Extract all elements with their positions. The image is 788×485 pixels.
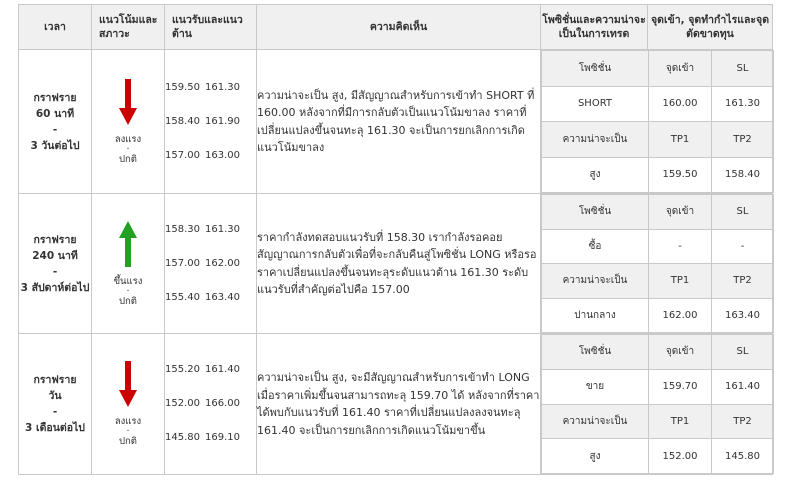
trend-separator: ·: [126, 426, 130, 437]
timeframe-dash: -: [52, 406, 58, 418]
resistance-level: 161.90: [205, 115, 240, 127]
tp1-label: TP1: [649, 404, 712, 439]
probability-value: สูง: [542, 439, 649, 474]
table-row: [19, 194, 773, 334]
entry-label: จุดเข้า: [649, 51, 712, 87]
trend-normal-label: ปกติ: [119, 153, 137, 165]
support-level: 157.00: [165, 149, 200, 161]
comment-text: ความน่าจะเป็น สูง, มีสัญญาณสำหรับการเข้าทำ SHORT ที่ 160.00 หลังจากที่มีการกลับตัวเป็นแนวโน้มขาลง ราคาที่เปลี่ยนแปลงขึ้นจนทะลุ 161.30 จะเป็นการยกเลิกการเกิดแนวโน้มขาลง: [257, 50, 541, 194]
trend-cell: [92, 334, 165, 475]
support-level: 155.20: [165, 364, 200, 375]
trend-strong-label: ขึ้นแรง: [113, 275, 143, 287]
position-label: โพซิชั่น: [542, 51, 649, 87]
entry-value: 159.70: [649, 369, 712, 404]
resistance-level: 166.00: [205, 398, 240, 409]
tp1-value: 162.00: [649, 298, 712, 333]
level-row: [165, 105, 256, 139]
timeframe-line2: 240 นาที: [32, 249, 78, 262]
timeframe-line1: กราฟราย: [33, 233, 77, 246]
timeframe-dash: -: [52, 265, 58, 278]
header-time: เวลา: [19, 5, 92, 50]
header-support-resistance: แนวรับและแนวต้าน: [165, 5, 257, 50]
trade-setup-table: [541, 50, 774, 193]
position-value: ขาย: [542, 369, 649, 404]
trade-setup-cell: [541, 50, 773, 194]
trade-setup-table: [541, 334, 774, 474]
entry-value: 160.00: [649, 86, 712, 122]
entry-value: -: [649, 229, 712, 264]
level-row: [165, 213, 256, 247]
tp2-value: 158.40: [712, 157, 774, 193]
header-entry-tp-sl: จุดเข้า, จุดทำกำไรและจุดตัดขาดทุน: [648, 5, 773, 50]
position-label: โพซิชั่น: [542, 195, 649, 230]
level-row: [165, 353, 256, 387]
timeframe-horizon: 3 เดือนต่อไป: [25, 422, 85, 434]
position-label: โพซิชั่น: [542, 335, 649, 370]
support-level: 152.00: [165, 398, 200, 409]
levels-cell: [165, 194, 257, 334]
level-row: [165, 281, 256, 315]
tp2-label: TP2: [712, 122, 774, 158]
forecast-table-container: [18, 4, 772, 475]
level-row: [165, 139, 256, 173]
resistance-level: 163.00: [205, 149, 240, 161]
support-level: 158.40: [165, 115, 200, 127]
timeframe-horizon: 3 สัปดาห์ต่อไป: [20, 281, 90, 294]
trade-setup-table: [541, 194, 774, 333]
level-row: [165, 387, 256, 421]
sl-value: 161.40: [712, 369, 774, 404]
header-trend: แนวโน้มและสภาวะ: [92, 5, 165, 50]
table-row: [19, 50, 773, 194]
trend-separator: ·: [126, 285, 130, 297]
trend-cell: [92, 194, 165, 334]
timeframe-line2: วัน: [48, 390, 62, 402]
tp2-label: TP2: [712, 264, 774, 299]
sl-value: -: [712, 229, 774, 264]
timeframe-cell: [19, 50, 92, 194]
support-level: 158.30: [165, 223, 200, 235]
trend-normal-label: ปกติ: [119, 436, 137, 447]
resistance-level: 163.40: [205, 291, 240, 303]
timeframe-horizon: 3 วันต่อไป: [30, 139, 80, 152]
timeframe-line1: กราฟราย: [33, 91, 77, 104]
position-value: ซื้อ: [542, 229, 649, 264]
level-row: [165, 71, 256, 105]
support-level: 145.80: [165, 432, 200, 443]
tp2-value: 145.80: [712, 439, 774, 474]
level-row: [165, 247, 256, 281]
probability-value: ปานกลาง: [542, 298, 649, 333]
trend-strong-label: ลงแรง: [114, 416, 142, 427]
timeframe-cell: [19, 194, 92, 334]
timeframe-line2: 60 นาที: [35, 107, 75, 120]
resistance-level: 161.30: [205, 223, 240, 235]
position-value: SHORT: [542, 86, 649, 122]
header-position: โพซิชั่นและความน่าจะเป็นในการเทรด: [541, 5, 648, 50]
levels-cell: [165, 334, 257, 475]
sl-label: SL: [712, 335, 774, 370]
support-level: 159.50: [165, 81, 200, 93]
support-level: 155.40: [165, 291, 200, 303]
sl-label: SL: [712, 195, 774, 230]
sl-label: SL: [712, 51, 774, 87]
timeframe-dash: -: [52, 123, 58, 136]
entry-label: จุดเข้า: [649, 335, 712, 370]
tp1-value: 152.00: [649, 439, 712, 474]
header-comment: ความคิดเห็น: [257, 5, 541, 50]
arrow-down-icon: [119, 79, 137, 125]
resistance-level: 161.30: [205, 81, 240, 93]
levels-cell: [165, 50, 257, 194]
trend-normal-label: ปกติ: [119, 295, 137, 307]
probability-value: สูง: [542, 157, 649, 193]
resistance-level: 169.10: [205, 432, 240, 443]
comment-text: ราคากำลังทดสอบแนวรับที่ 158.30 เรากำลังรอคอยสัญญาณการกลับตัวเพื่อที่จะกลับคืนสู่โพซิชั่น LONG หรือรอราคาเปลี่ยนแปลงขึ้นจนทะลุระดับแนวต้าน 161.30 ระดับแนวรับที่สำคัญต่อไปคือ 157.00: [257, 194, 541, 334]
resistance-level: 161.40: [205, 364, 240, 375]
arrow-up-icon: [119, 221, 137, 267]
tp1-label: TP1: [649, 122, 712, 158]
comment-text: ความน่าจะเป็น สูง, จะมีสัญญาณสำหรับการเข้าทำ LONG เมื่อราคาเพิ่มขึ้นจนสามารถทะลุ 159.70 ได้ หลังจากที่ราคาได้พบกับแนวรับที่ 161.40 ราคาที่เปลี่ยนแปลงลงจนทะลุ 161.40 จะเป็นการยกเลิกการเกิดแนวโน้มขาขึ้น: [257, 334, 541, 475]
trade-setup-cell: [541, 194, 773, 334]
timeframe-cell: [19, 334, 92, 475]
support-level: 157.00: [165, 257, 200, 269]
timeframe-line1: กราฟราย: [33, 374, 77, 386]
trend-cell: [92, 50, 165, 194]
tp1-label: TP1: [649, 264, 712, 299]
table-row: [19, 334, 773, 475]
tp2-value: 163.40: [712, 298, 774, 333]
level-row: [165, 421, 256, 455]
table-header-row: [19, 5, 773, 50]
entry-label: จุดเข้า: [649, 195, 712, 230]
probability-label: ความน่าจะเป็น: [542, 122, 649, 158]
trend-strong-label: ลงแรง: [114, 133, 142, 145]
trend-separator: ·: [126, 143, 130, 155]
probability-label: ความน่าจะเป็น: [542, 404, 649, 439]
probability-label: ความน่าจะเป็น: [542, 264, 649, 299]
resistance-level: 162.00: [205, 257, 240, 269]
trade-setup-cell: [541, 334, 773, 475]
tp1-value: 159.50: [649, 157, 712, 193]
forecast-table: [18, 4, 773, 475]
tp2-label: TP2: [712, 404, 774, 439]
arrow-down-icon: [119, 361, 137, 407]
sl-value: 161.30: [712, 86, 774, 122]
